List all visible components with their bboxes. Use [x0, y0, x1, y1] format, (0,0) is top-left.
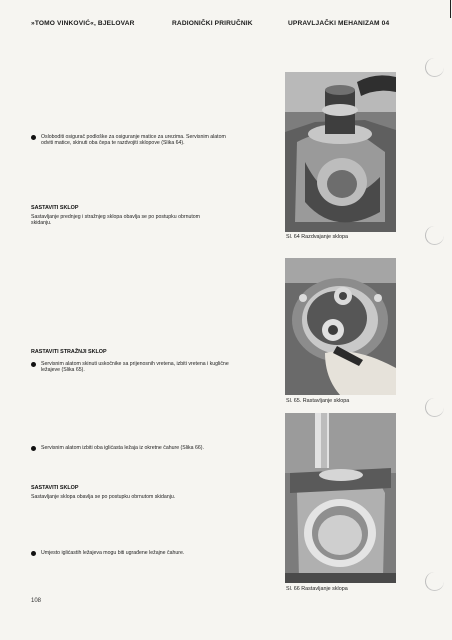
section-heading-disassemble-rear: RASTAVITI STRAŽNJI SKLOP: [31, 349, 107, 355]
figure-65-caption: Sl. 65. Rastavljanje sklopa: [286, 398, 350, 404]
figure-64-photo: [285, 72, 396, 232]
punch-hole-mark: [425, 572, 444, 591]
section-heading-assemble-2: SASTAVITI SKLOP: [31, 485, 79, 491]
punch-hole-mark: [425, 398, 444, 417]
assemble-paragraph: Sastavljanje prednjeg i stražnjeg sklopa obavlja se po postupku obrnutom skidanju.: [31, 214, 200, 227]
punch-hole-mark: [425, 58, 444, 77]
instruction-bullet-3: Servisnim alatom izbiti oba iglićasta ležaja iz okretne čahure (Slika 66).: [31, 445, 231, 451]
edge-line: [450, 0, 451, 18]
figure-66-caption: Sl. 66 Rastavljanje sklopa: [286, 586, 348, 592]
header-publisher: »TOMO VINKOVIĆ«, BJELOVAR: [31, 20, 135, 27]
header-title: RADIONIČKI PRIRUČNIK: [172, 20, 253, 27]
instruction-bullet-1: Osloboditi osigurač podloške za osiguranje matice za urezima. Servisnim alatom odviti matice, skinuti oba čepa te razdvojiti sklopove (Slika 64).: [31, 134, 231, 147]
section-heading-assemble: SASTAVITI SKLOP: [31, 205, 79, 211]
instruction-bullet-4: Umjesto iglićastih ležajeva mogu biti ugrađene ležajne čahure.: [31, 550, 231, 556]
instruction-bullet-2: Servisnim alatom skinuti uskočnike sa prijenosnih vretena, izbiti vretena i kuglične ležajeve (Slika 65).: [31, 361, 231, 374]
page-number: 108: [31, 598, 42, 604]
assemble-paragraph-2: Sastavljanje sklopa obavlja se po postupku obrnutom skidanju.: [31, 494, 176, 500]
punch-hole-mark: [425, 226, 444, 245]
figure-65-photo: [285, 258, 396, 395]
figure-64-caption: Sl. 64 Razdvajanje sklopa: [286, 234, 349, 240]
header-section: UPRAVLJAČKI MEHANIZAM 04: [288, 20, 390, 27]
figure-66-photo: [285, 413, 396, 583]
